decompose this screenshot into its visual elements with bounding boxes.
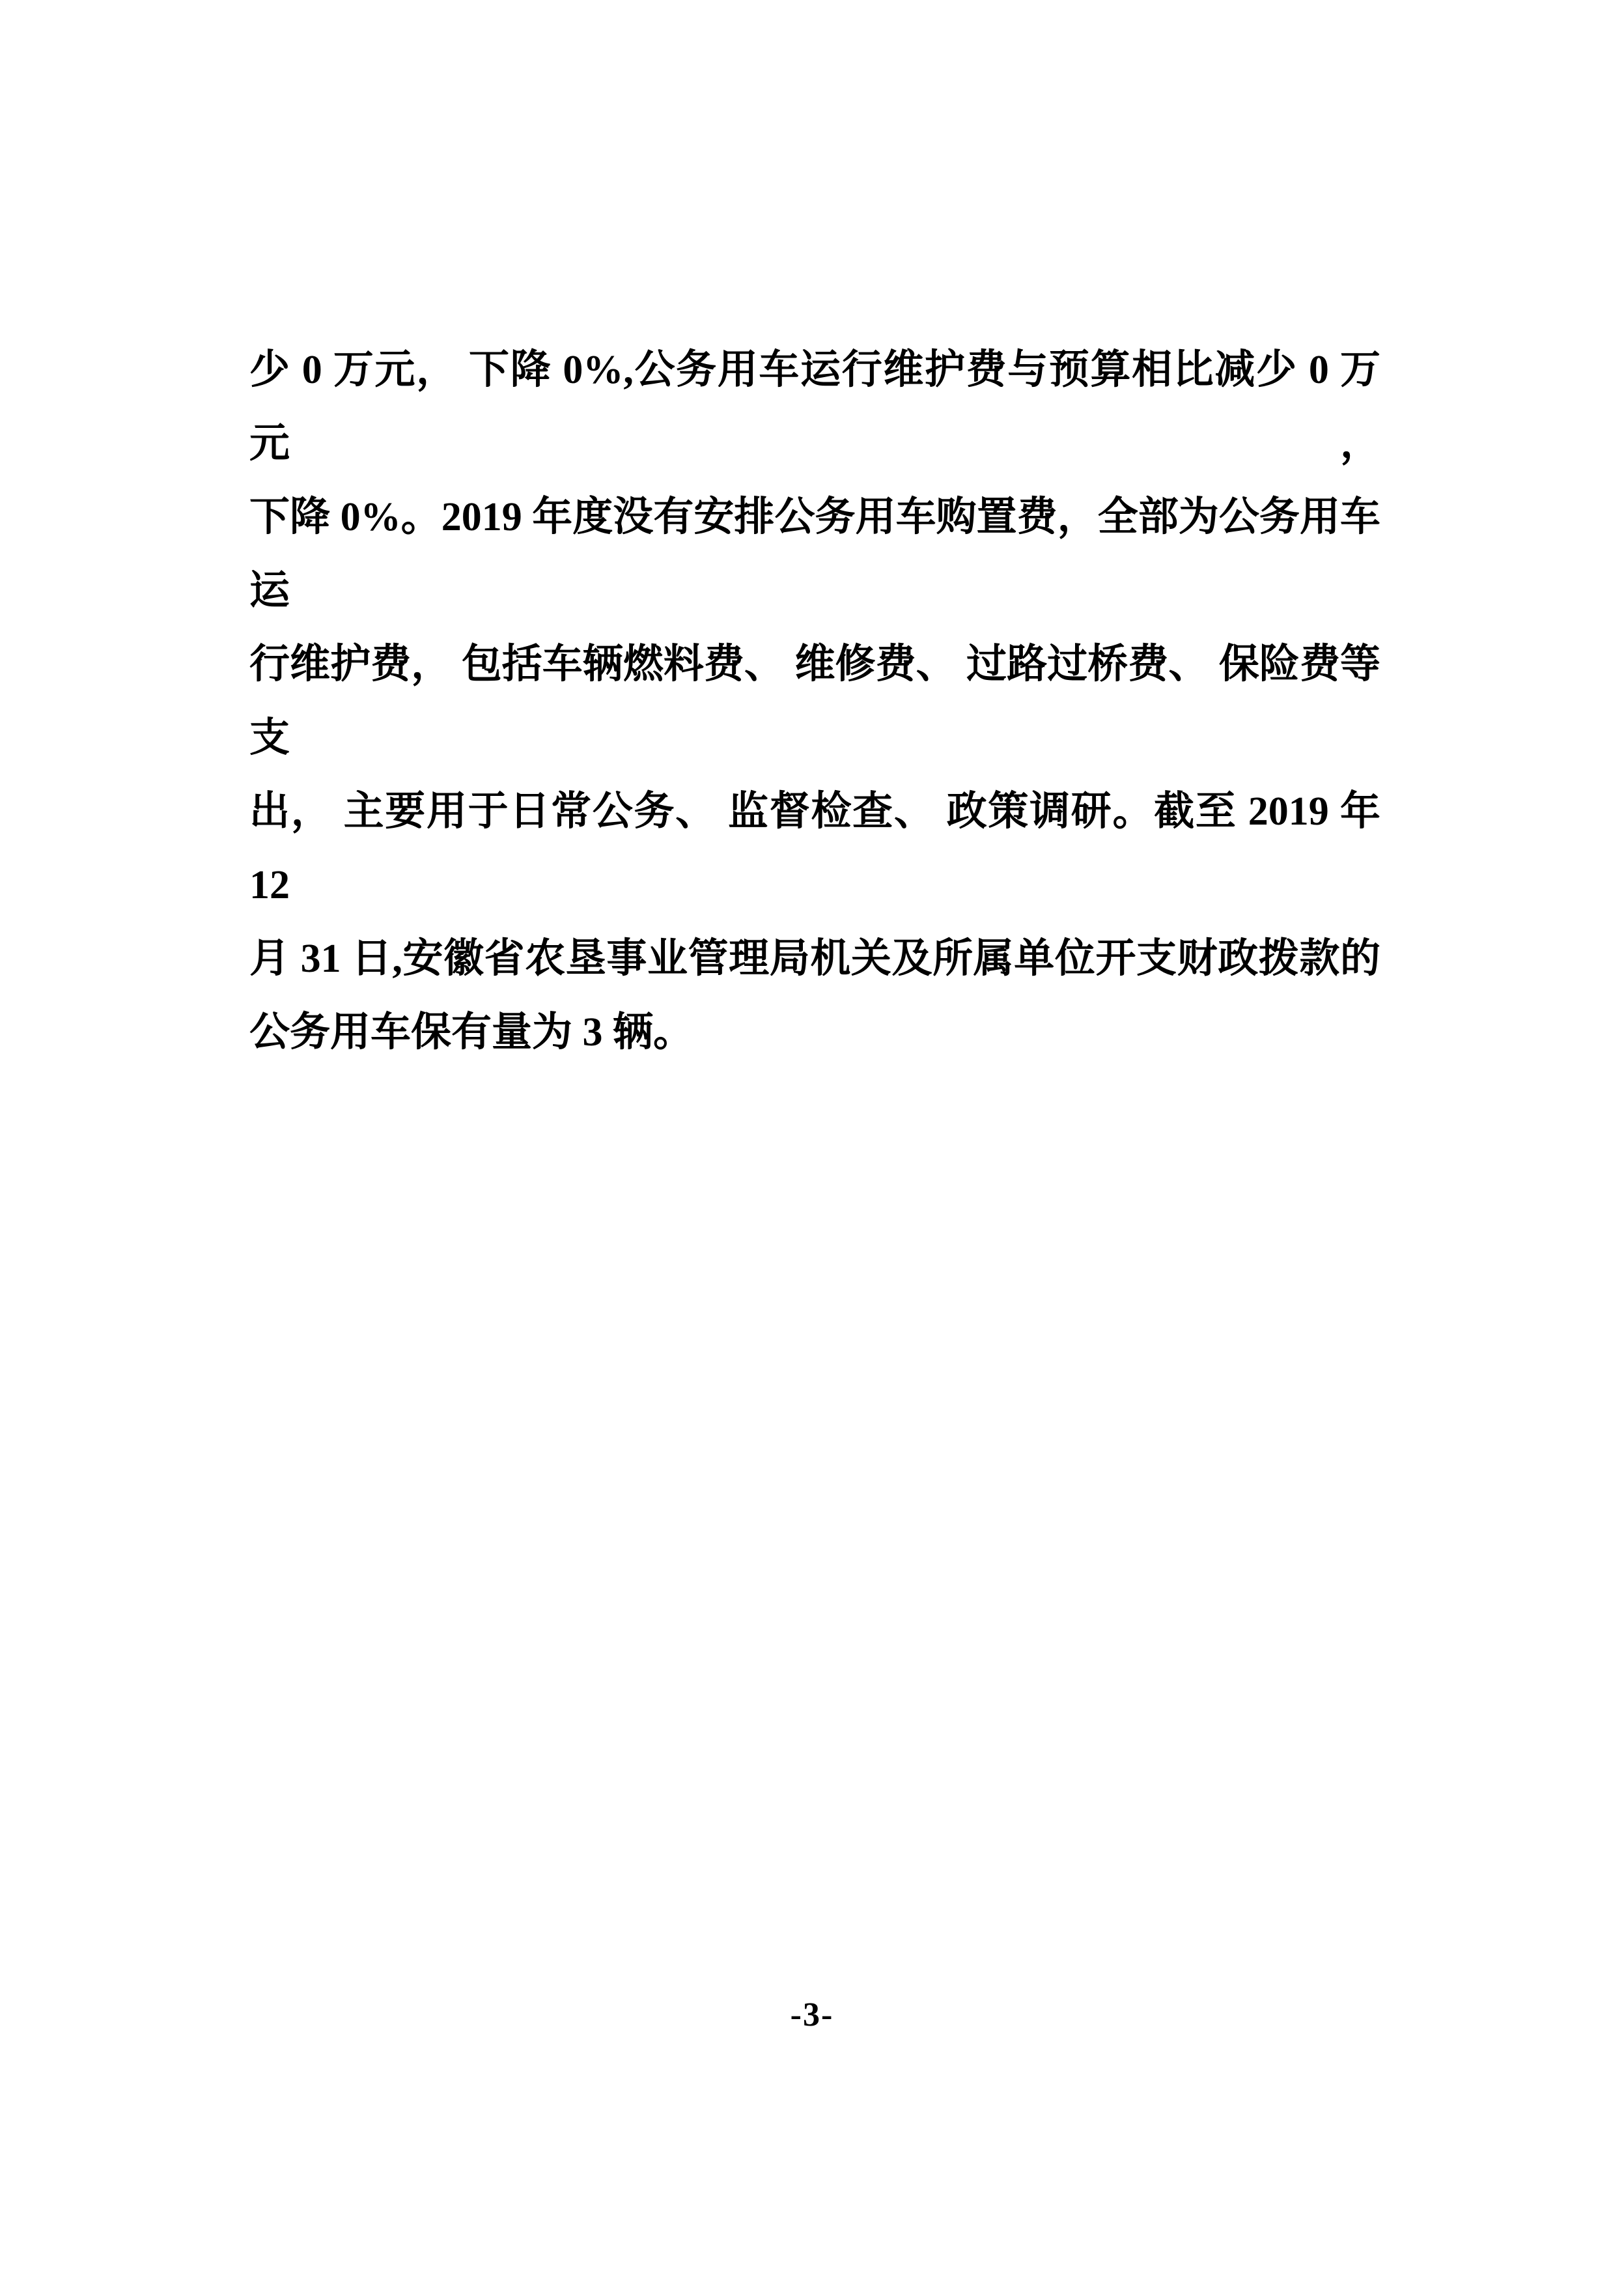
paragraph-line-4: 出， 主要用于日常公务、 监督检查、 政策调研。截至 2019 年 12 xyxy=(249,789,1380,907)
paragraph-line-1: 少 0 万元， 下降 0%,公务用车运行维护费与预算相比减少 0 万元， xyxy=(249,348,1380,466)
paragraph-line-5: 月 31 日,安徽省农垦事业管理局机关及所属单位开支财政拨款的 xyxy=(249,937,1380,981)
paragraph-line-2: 下降 0%。2019 年度没有安排公务用车购置费，全部为公务用车运 xyxy=(249,495,1380,613)
paragraph-line-6: 公务用车保有量为 3 辆。 xyxy=(249,1010,694,1054)
body-paragraph xyxy=(249,333,1380,1069)
page-number: -3- xyxy=(790,1996,834,2033)
paragraph-line-3: 行维护费， 包括车辆燃料费、 维修费、 过路过桥费、 保险费等支 xyxy=(249,642,1380,760)
